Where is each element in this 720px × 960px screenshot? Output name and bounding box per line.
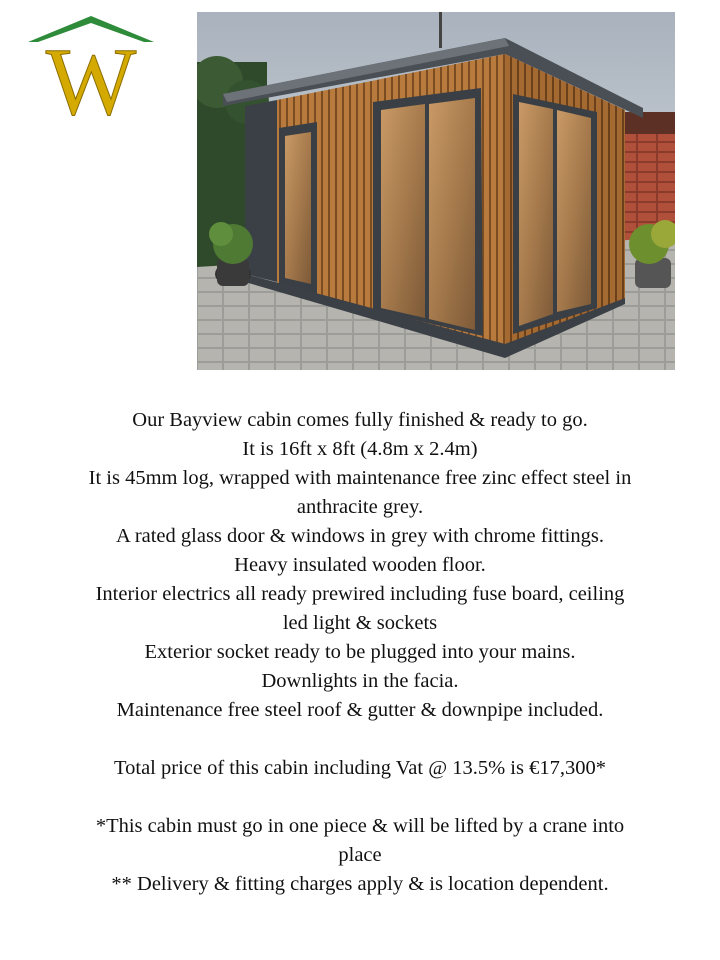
description-line: Heavy insulated wooden floor. (234, 554, 486, 576)
price-statement: Total price of this cabin including Vat @ 13.5% is €17,300* (114, 757, 606, 779)
house-w-logo-icon (26, 14, 156, 118)
company-logo (26, 14, 156, 118)
note-line: place (338, 844, 382, 866)
description-line: led light & sockets (282, 612, 438, 634)
description-line: Our Bayview cabin comes fully finished & ready to go. (132, 409, 588, 431)
description-line: anthracite grey. (296, 496, 424, 518)
cabin-photo (197, 12, 675, 370)
description-line: It is 16ft x 8ft (4.8m x 2.4m) (242, 438, 478, 460)
description-line: Maintenance free steel roof & gutter & downpipe included. (116, 699, 604, 721)
logo-letter: W (45, 28, 137, 118)
description-line: Downlights in the facia. (261, 670, 459, 692)
description-line: Interior electrics all ready prewired including fuse board, ceiling (95, 583, 625, 605)
description-line: A rated glass door & windows in grey with chrome fittings. (116, 525, 604, 547)
description-line: Exterior socket ready to be plugged into your mains. (144, 641, 576, 663)
product-description (0, 406, 720, 899)
note-line: *This cabin must go in one piece & will be lifted by a crane into (95, 815, 625, 837)
description-line: It is 45mm log, wrapped with maintenance free zinc effect steel in (88, 467, 632, 489)
note-line: ** Delivery & fitting charges apply & is location dependent. (111, 873, 609, 895)
